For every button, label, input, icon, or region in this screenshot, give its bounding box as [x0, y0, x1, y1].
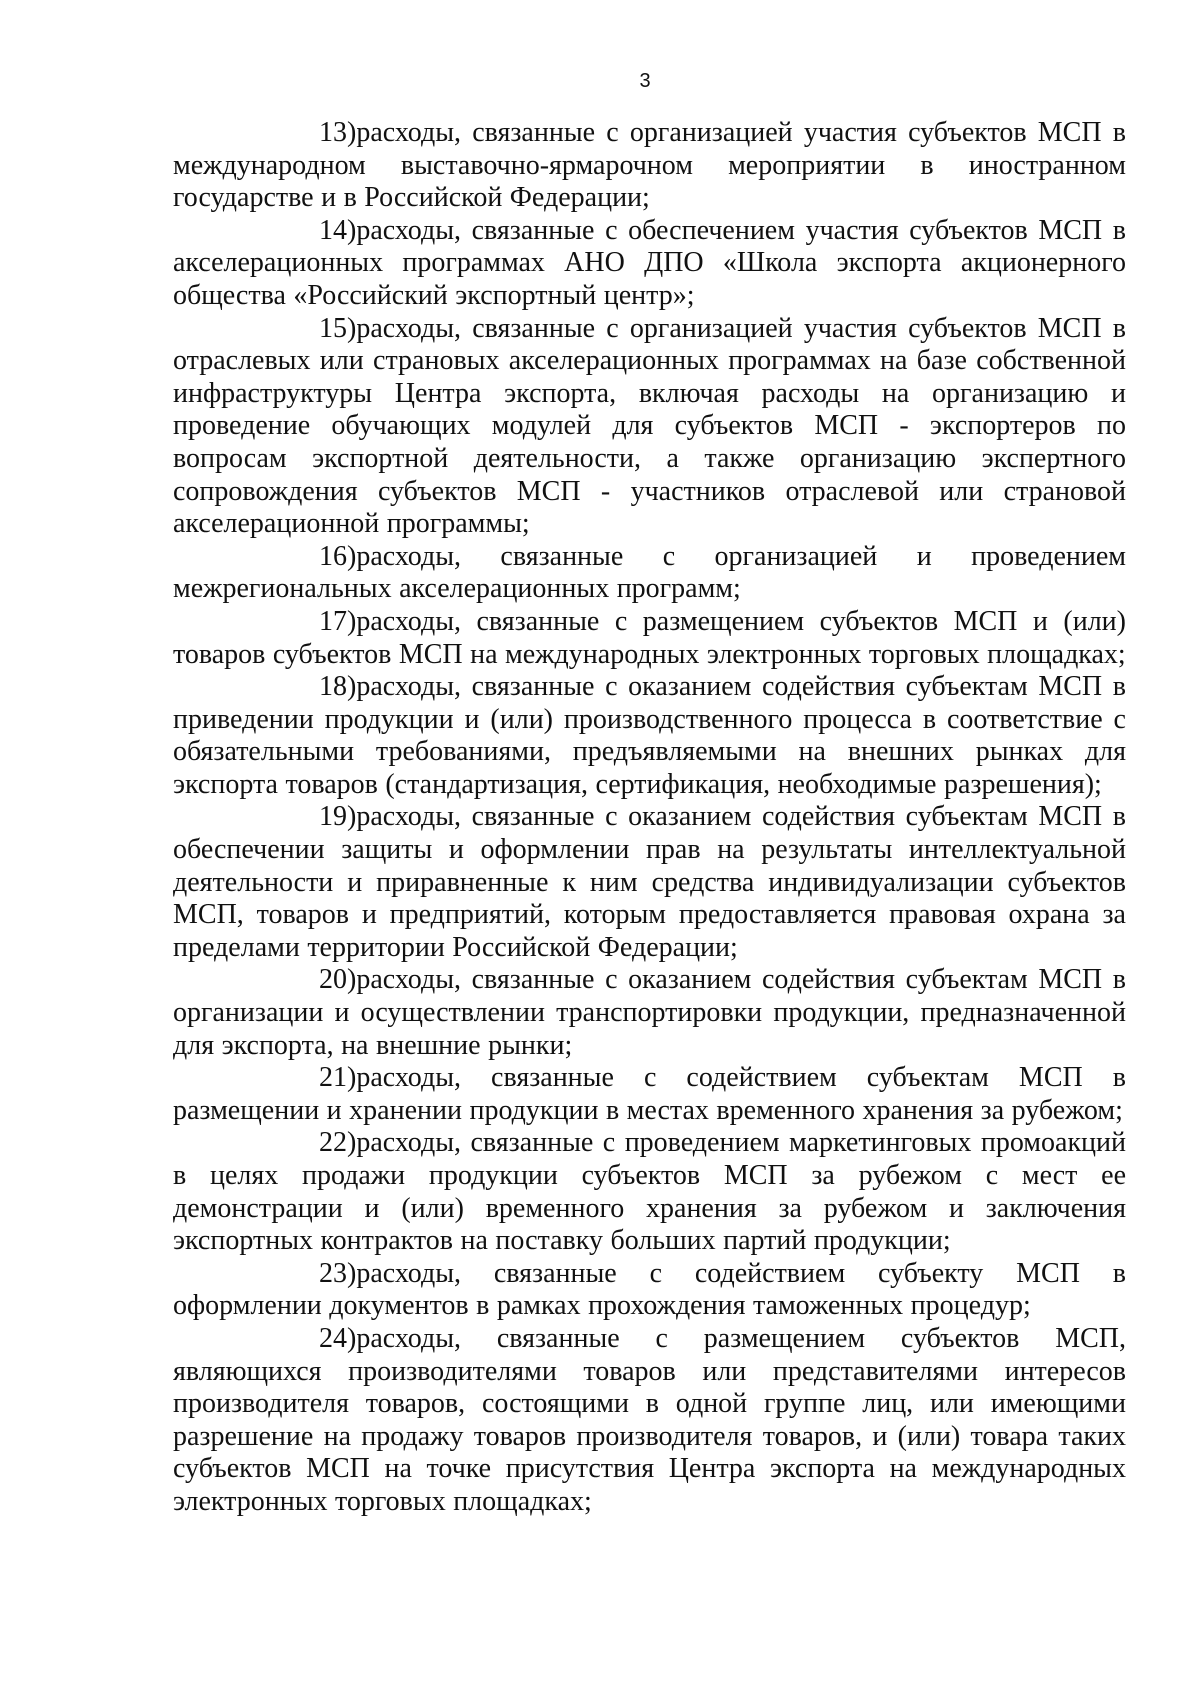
item-text: расходы, связанные с организацией участия субъектов МСП в международном выставочно-ярмарочном мероприятии в иностранном государстве и в Российской Федерации;	[173, 117, 1126, 214]
list-item	[173, 313, 1126, 541]
document-body	[173, 117, 1126, 1519]
list-item	[173, 1127, 1126, 1257]
item-number: 18)	[319, 671, 357, 703]
item-number: 21)	[319, 1062, 357, 1094]
list-item	[173, 606, 1126, 671]
item-number: 13)	[319, 117, 357, 148]
list-item	[173, 1062, 1126, 1127]
item-text: расходы, связанные с оказанием содействия субъектам МСП в организации и осуществлении транспортировки продукции, предназначенной для экспорта, на внешние рынки;	[173, 964, 1126, 1061]
list-item	[173, 541, 1126, 606]
item-text: расходы, связанные с содействием субъектам МСП в размещении и хранении продукции в местах временного хранения за рубежом;	[173, 1062, 1126, 1126]
item-number: 17)	[319, 605, 357, 637]
item-number: 24)	[319, 1322, 357, 1354]
item-number: 20)	[319, 964, 357, 996]
list-item	[173, 215, 1126, 313]
list-item	[173, 964, 1126, 1062]
item-text: расходы, связанные с организацией и проведением межрегиональных акселерационных программ;	[173, 540, 1126, 605]
item-number: 15)	[319, 312, 357, 344]
list-item	[173, 1258, 1126, 1323]
item-number: 16)	[319, 540, 357, 572]
item-text: расходы, связанные с организацией участия субъектов МСП в отраслевых или страновых акселерационных программах на базе собственной инфраструктуры Центра экспорта, включая расходы на организацию и проведение обучающих модулей для субъектов МСП - экспортеров по вопросам экспортной деятельности, а также организацию экспертного сопровождения субъектов МСП - участников отраслевой или страновой акселерационной программы;	[173, 312, 1126, 540]
item-text: расходы, связанные с оказанием содействия субъектам МСП в приведении продукции и (или) производственного процесса в соответствие с обязательными требованиями, предъявляемыми на внешних рынках для экспорта товаров (стандартизация, сертификация, необходимые разрешения);	[173, 671, 1126, 800]
list-item	[173, 801, 1126, 964]
item-text: расходы, связанные с содействием субъекту МСП в оформлении документов в рамках прохождения таможенных процедур;	[173, 1257, 1126, 1322]
item-number: 14)	[319, 214, 357, 246]
item-text: расходы, связанные с размещением субъектов МСП, являющихся производителями товаров или представителями интересов производителя товаров, состоящими в одной группе лиц, или имеющими разрешение на продажу товаров производителя товаров, и (или) товара таких субъектов МСП на точке присутствия Центра экспорта на международных электронных торговых площадках;	[173, 1322, 1126, 1517]
list-item	[173, 671, 1126, 801]
item-number: 22)	[319, 1127, 357, 1159]
item-number: 23)	[319, 1257, 357, 1289]
item-text: расходы, связанные с оказанием содействия субъектам МСП в обеспечении защиты и оформлении прав на результаты интеллектуальной деятельности и приравненные к ним средства индивидуализации субъектов МСП, товаров и предприятий, которым предоставляется правовая охрана за пределами территории Российской Федерации;	[173, 801, 1126, 963]
item-text: расходы, связанные с размещением субъектов МСП и (или) товаров субъектов МСП на международных электронных торговых площадках;	[173, 605, 1126, 670]
item-text: расходы, связанные с проведением маркетинговых промоакций в целях продажи продукции субъектов МСП за рубежом с мест ее демонстрации и (или) временного хранения за рубежом и заключения экспортных контрактов на поставку больших партий продукции;	[173, 1127, 1126, 1257]
item-number: 19)	[319, 801, 357, 833]
list-item	[173, 1323, 1126, 1519]
list-item	[173, 117, 1126, 215]
item-text: расходы, связанные с обеспечением участия субъектов МСП в акселерационных программах АНО ДПО «Школа экспорта акционерного общества «Российский экспортный центр»;	[173, 214, 1126, 311]
page-number: 3	[639, 70, 651, 92]
